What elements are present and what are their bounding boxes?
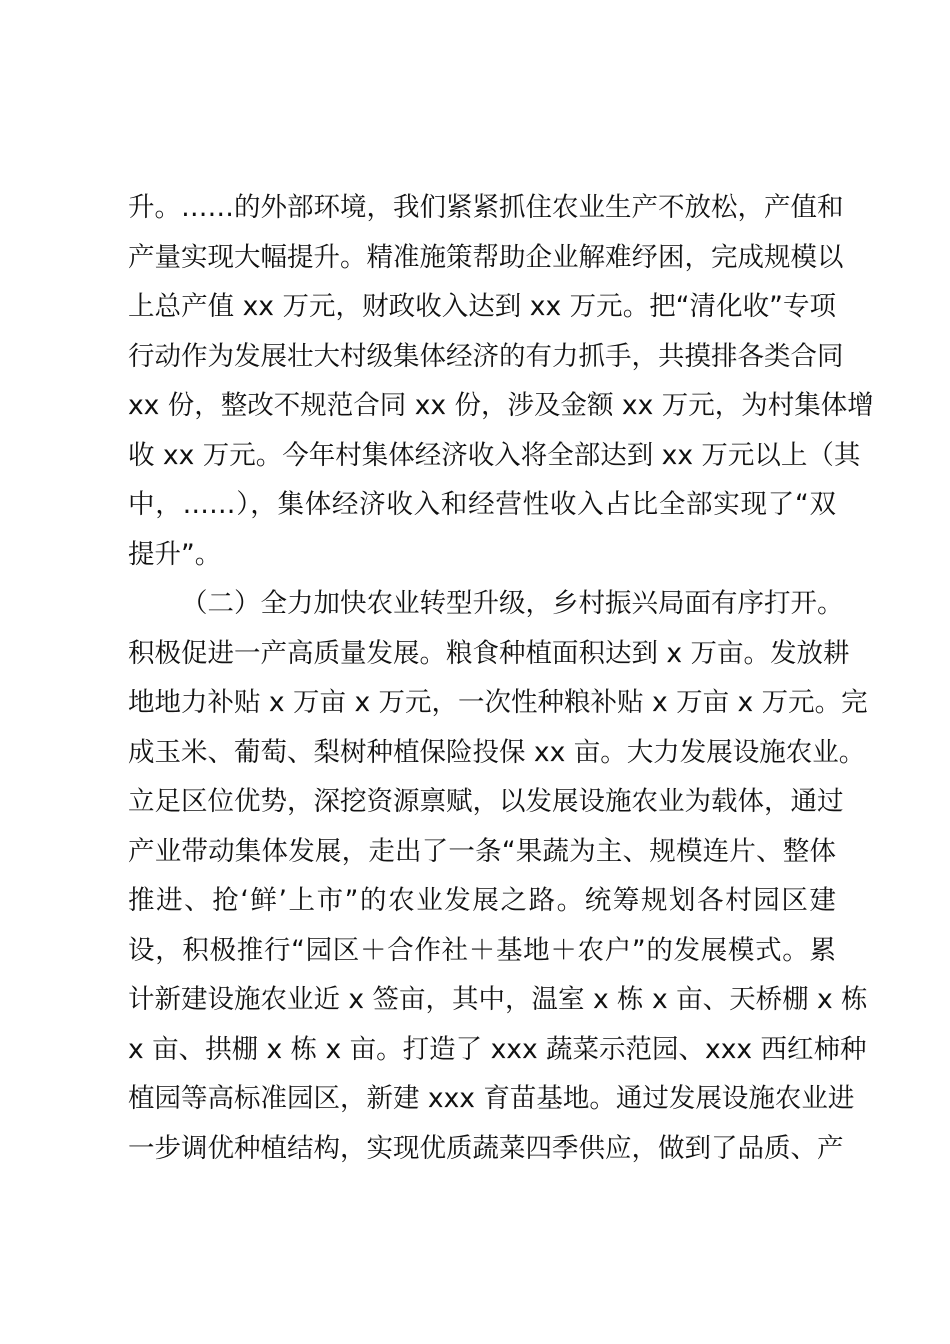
paragraph-1-line-2: 产量实现大幅提升。精准施策帮助企业解难纾困，完成规模以 — [128, 241, 844, 273]
paragraph-2-line-12: 一步调优种植结构，实现优质蔬菜四季供应，做到了品质、产 — [128, 1132, 844, 1164]
paragraph-2-heading-line: （二）全力加快农业转型升级，乡村振兴局面有序打开。 — [181, 588, 844, 619]
paragraph-2 — [128, 579, 868, 1173]
paragraph-2-line-3: 地地力补贴 x 万亩 x 万元，一次性种粮补贴 x 万亩 x 万元。完 — [128, 687, 868, 718]
paragraph-2-line-6: 产业带动集体发展，走出了一条“果蔬为主、规模连片、整体 — [128, 835, 836, 867]
paragraph-2-line-11: 植园等高标准园区，新建 xxx 育苗基地。通过发展设施农业进 — [128, 1083, 855, 1114]
paragraph-1-line-8: 提升”。 — [128, 538, 222, 570]
paragraph-1-line-4: 行动作为发展壮大村级集体经济的有力抓手，共摸排各类合同 — [128, 340, 844, 372]
paragraph-1-line-7: 中，……），集体经济收入和经营性收入占比全部实现了“双 — [128, 489, 836, 520]
paragraph-2-line-10: x 亩、拱棚 x 栋 x 亩。打造了 xxx 蔬菜示范园、xxx 西红柿种 — [128, 1033, 867, 1065]
paragraph-1 — [128, 183, 874, 579]
paragraph-2-line-2: 积极促进一产高质量发展。粮食种植面积达到 x 万亩。发放耕 — [128, 637, 850, 669]
paragraph-1-line-1: 升。……的外部环境，我们紧紧抓住农业生产不放松，产值和 — [128, 192, 844, 223]
paragraph-2-line-8: 设，积极推行“园区＋合作社＋基地＋农户”的发展模式。累 — [128, 934, 836, 966]
paragraph-2-line-7: 推进、抢‘鲜’上市”的农业发展之路。统筹规划各村园区建 — [128, 885, 836, 916]
paragraph-1-line-5: xx 份，整改不规范合同 xx 份，涉及金额 xx 万元，为村集体增 — [128, 390, 874, 421]
paragraph-1-line-6: 收 xx 万元。今年村集体经济收入将全部达到 xx 万元以上（其 — [128, 439, 861, 471]
paragraph-2-line-9: 计新建设施农业近 x 签亩，其中，温室 x 栋 x 亩、天桥棚 x 栋 — [128, 984, 868, 1015]
paragraph-1-line-3: 上总产值 xx 万元，财政收入达到 xx 万元。把“清化收”专项 — [128, 291, 836, 322]
paragraph-2-line-5: 立足区位优势，深挖资源禀赋，以发展设施农业为载体，通过 — [128, 786, 844, 817]
paragraph-2-line-4: 成玉米、葡萄、梨树种植保险投保 xx 亩。大力发展设施农业。 — [128, 736, 866, 768]
